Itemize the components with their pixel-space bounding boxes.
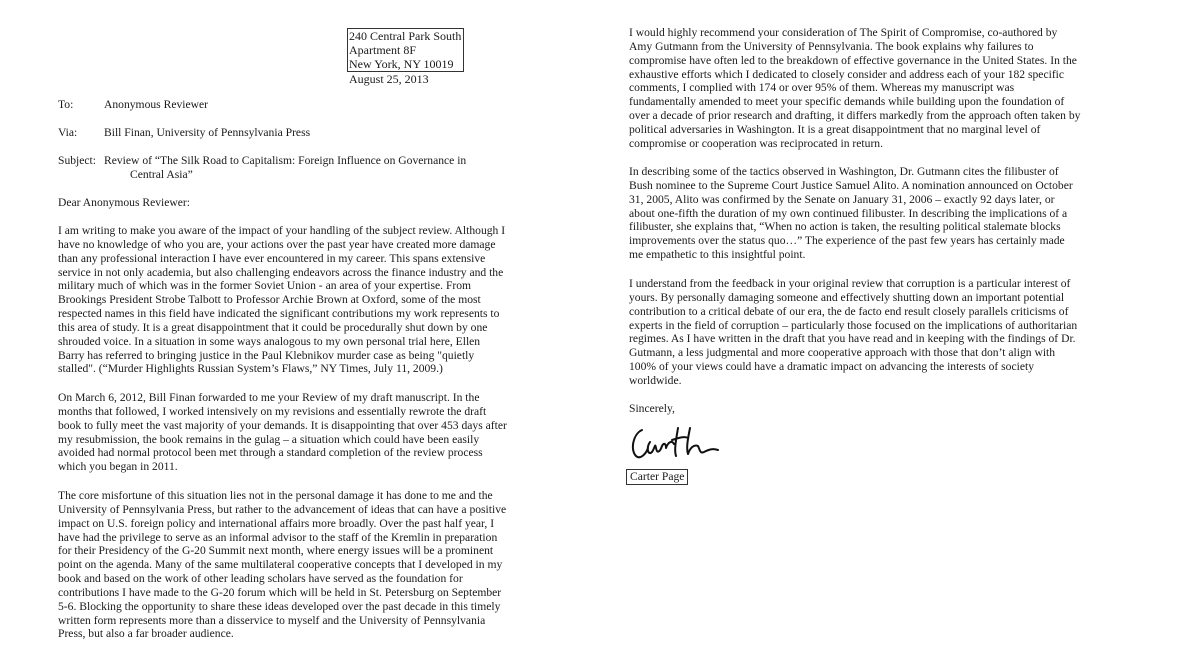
paragraph-line: avoided had normal protocol been met through a standard completion of the review process <box>58 446 483 460</box>
subject-line: Review of “The Silk Road to Capitalism: Foreign Influence on Governance in <box>104 154 467 167</box>
paragraph-line: for their Presidency of the G-20 Summit next month, where energy issues will be a prominent <box>58 544 494 558</box>
return-address-box <box>347 28 464 72</box>
paragraph-line: book to fully meet the vast majority of your demands. It is disappointing that over 453 days after <box>58 418 507 432</box>
to-value: Anonymous Reviewer <box>104 98 209 111</box>
paragraph-line: comments, I complied with 174 or over 95% of them. Whereas my manuscript was <box>629 81 1015 95</box>
subject-value <box>104 154 466 182</box>
paragraph-line: fundamentally amended to meet your specific demands while building upon the foundation of <box>629 95 1065 109</box>
paragraph-line: improvements over the status quo…” The experience of the past few years has certainly made <box>629 234 1065 248</box>
paragraph-line: On March 6, 2012, Bill Finan forwarded to me your Review of my draft manuscript. In the <box>58 391 480 404</box>
paragraph-line: this area of study. It is a great disappointment that it could be procedurally shut down by one <box>58 320 488 334</box>
body-paragraph <box>58 391 507 474</box>
paragraph-line: experts in the field of corruption – particularly those focused on the implications of authoritarian <box>629 318 1078 332</box>
paragraph-line: which you began in 2011. <box>58 460 178 474</box>
paragraph-line: than any professional interaction I have ever encountered in my career. This spans extensive <box>58 251 486 265</box>
salutation: Dear Anonymous Reviewer: <box>58 196 191 209</box>
paragraph-line: worldwide. <box>629 373 682 387</box>
return-address-block <box>347 28 464 86</box>
subject-line: Central Asia” <box>130 167 193 181</box>
paragraph-line: have no knowledge of who you are, your actions over the past year have created more damage <box>58 237 496 251</box>
paragraph-line: Press, but also a far broader audience. <box>58 627 234 641</box>
paragraph-line: impact on U.S. foreign policy and international affairs more broadly. Over the past half year, I <box>58 516 495 530</box>
body-paragraph <box>58 224 505 376</box>
to-label: To: <box>58 98 74 111</box>
paragraph-line: Barry has referred to bringing justice in the Paul Klebnikov murder case as being "quietly <box>58 348 475 362</box>
paragraph-line: Amy Gutmann from the University of Pennsylvania. The book explains why failures to <box>629 39 1034 53</box>
paragraph-line: political adversaries in Washington. It is a great disappointment that no marginal level of <box>629 122 1041 136</box>
paragraph-line: my resubmission, the book remains in the gulag – a situation which could have been easily <box>58 432 480 446</box>
paragraph-line: Bush nominee to the Supreme Court Justice Samuel Alito. A nomination announced on October <box>629 178 1073 192</box>
paragraph-line: regimes. As I have written in the draft that you have read and in keeping with the findings of Dr. <box>629 332 1076 346</box>
body-paragraph <box>629 277 1077 388</box>
paragraph-line: University of Pennsylvania Press, but rather to the advancement of ideas that can have a positive <box>58 502 507 516</box>
body-paragraph <box>58 489 506 641</box>
paragraph-line: 5-6. Blocking the opportunity to share these ideas developed over the past decade in this timely <box>58 599 501 613</box>
paragraph-line: compromise or cooperation was reciprocated in return. <box>629 136 883 150</box>
paragraph-line: contribution to a critical debate of our era, the de facto end result closely parallels criticisms of <box>629 304 1069 318</box>
via-label: Via: <box>58 126 78 139</box>
paragraph-line: compromise have often led to the breakdown of effective governance in the United States. In the <box>629 53 1077 67</box>
address-city: New York, NY 10019 <box>349 57 454 71</box>
paragraph-line: over a decade of prior research and drafting, it differs markedly from the approach often taken by <box>629 109 1081 123</box>
paragraph-line: Gutmann, a less judgmental and more cooperative approach with those that don’t align with <box>629 346 1056 360</box>
paragraph-line: I am writing to make you aware of the impact of your handling of the subject review. Although I <box>58 224 506 237</box>
paragraph-line: months that followed, I worked intensively on my revisions and essentially rewrote the draft <box>58 404 487 418</box>
body-paragraph <box>629 165 1073 262</box>
paragraph-line: The core misfortune of this situation lies not in the personal damage it has done to me and the <box>58 489 493 502</box>
closing: Sincerely, <box>629 402 675 415</box>
paragraph-line: service in not only academia, but also challenging endeavors across the finance industry and the <box>58 265 504 279</box>
paragraph-line: about one-fifth the duration of my own continued filibuster. In describing the implications of a <box>629 206 1068 220</box>
paragraph-line: In describing some of the tactics observed in Washington, Dr. Gutmann cites the filibuster of <box>629 165 1059 178</box>
paragraph-line: Brookings President Strobe Talbott to Professor Archie Brown at Oxford, some of the most <box>58 293 481 307</box>
paragraph-line: military much of which was in the former Soviet Union - an area of your expertise. From <box>58 279 472 293</box>
address-street: 240 Central Park South <box>349 29 462 43</box>
paragraph-line: 31, 2005, Alito was confirmed by the Senate on January 31, 2006 – exactly 92 days later, or <box>629 192 1055 206</box>
paragraph-line: I understand from the feedback in your original review that corruption is a particular interest of <box>629 277 1071 290</box>
paragraph-line: shrouded voice. In a situation in some ways analogous to my own personal trial here, Ellen <box>58 334 481 348</box>
paragraph-line: filibuster, she explains that, “When no action is taken, the resulting political stalemate blocks <box>629 220 1061 234</box>
paragraph-line: 100% of your views could have a dramatic impact on advancing the interests of society <box>629 360 1035 374</box>
paragraph-line: stalled". (“Murder Highlights Russian System’s Flaws,” NY Times, July 11, 2009.) <box>58 362 443 376</box>
paragraph-line: contributions I have made to the G-20 forum which will be held in St. Petersburg on September <box>58 585 502 599</box>
paragraph-line: point on the agenda. Many of the same multilateral cooperative concepts that I developed in my <box>58 558 503 572</box>
paragraph-line: me empathetic to this insightful point. <box>629 248 806 262</box>
handwritten-signature <box>628 422 723 464</box>
paragraph-line: written form represents more than a disservice to myself and the University of Pennsylvania <box>58 613 486 627</box>
paragraph-line: book and based on the work of other leading scholars have served as the foundation for <box>58 572 463 586</box>
address-apartment: Apartment 8F <box>349 43 416 57</box>
paragraph-line: exhaustive efforts which I dedicated to closely consider and address each of your 182 specific <box>629 67 1065 81</box>
via-value: Bill Finan, University of Pennsylvania Press <box>104 126 311 139</box>
paragraph-line: I would highly recommend your consideration of The Spirit of Compromise, co-authored by <box>629 26 1058 39</box>
paragraph-line: yours. By personally damaging someone and effectively shutting down an important potential <box>629 290 1065 304</box>
letter-date: August 25, 2013 <box>349 72 429 86</box>
body-paragraph <box>629 26 1080 151</box>
paragraph-line: respected names in this field have indicated the significant contributions my work represents to <box>58 307 500 321</box>
subject-label: Subject: <box>58 154 96 167</box>
signer-name: Carter Page <box>626 469 688 485</box>
paragraph-line: have had the privilege to serve as an informal advisor to the staff of the Kremlin in preparation <box>58 530 498 544</box>
